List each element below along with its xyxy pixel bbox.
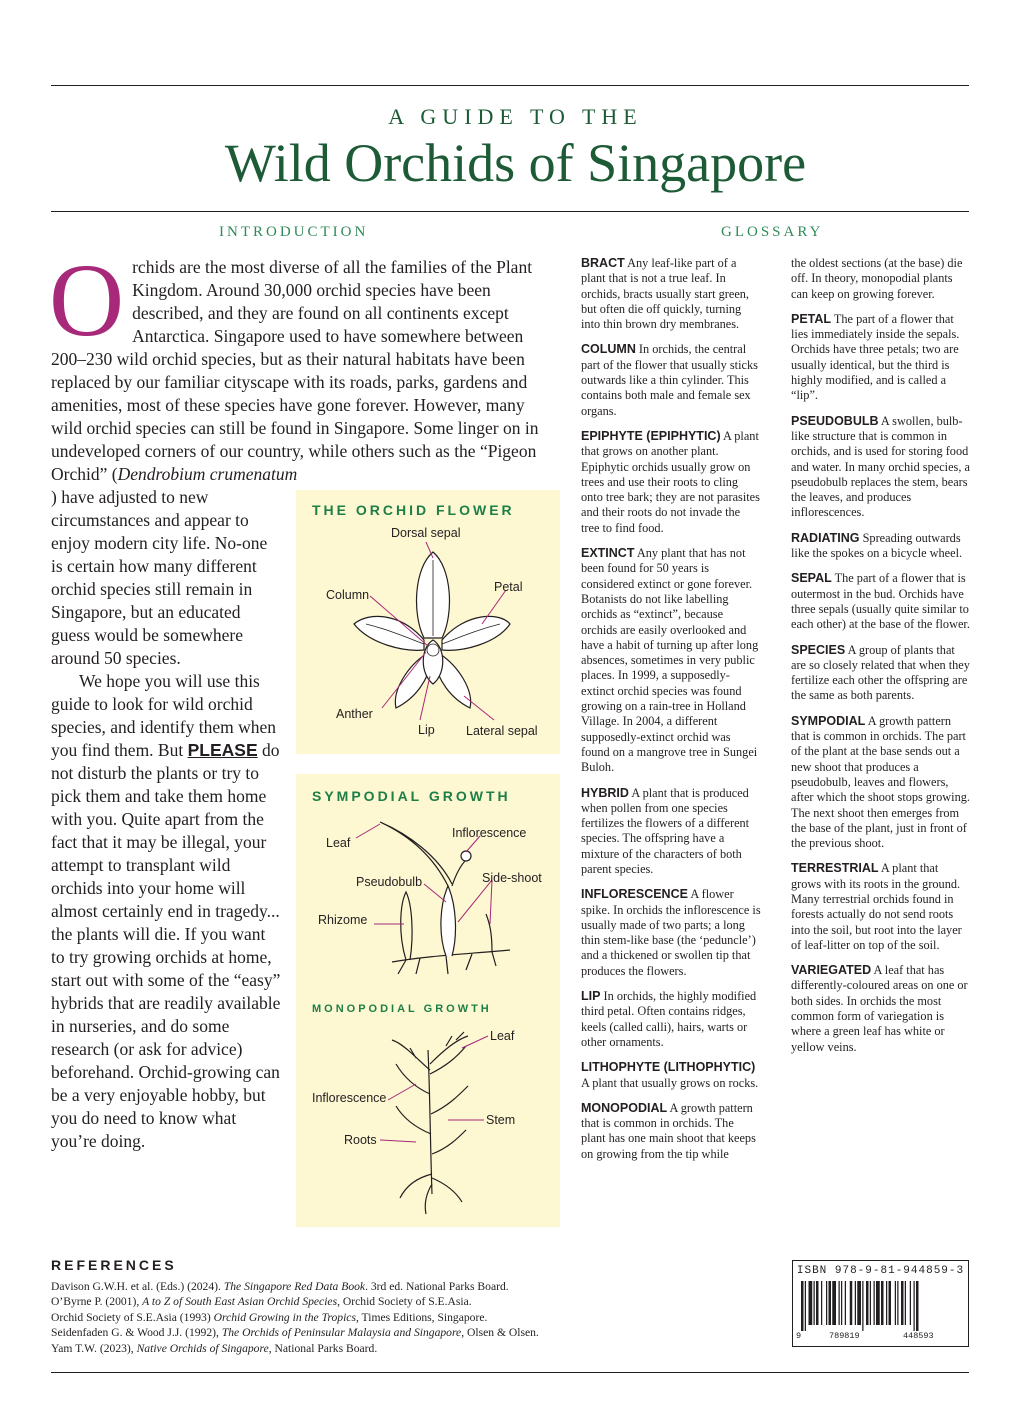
page-title: Wild Orchids of Singapore (224, 133, 807, 193)
barcode-bar (809, 1281, 813, 1325)
barcode-bar (870, 1281, 871, 1325)
label-lip: Lip (418, 723, 435, 737)
introduction-text (49, 243, 556, 486)
barcode-bar (901, 1281, 904, 1325)
glossary-column-2 (791, 256, 971, 1065)
reference-item: O’Byrne P. (2001), A to Z of South East Asian Orchid Species, Orchid Society of S.E.Asia. (51, 1295, 472, 1309)
glossary-entry: COLUMN In orchids, the central part of the flower that usually sticks outwards like a thin cylinder. This contains both male and female sex organs. (581, 342, 758, 418)
sympodial-label-inflorescence: Inflorescence (452, 826, 527, 840)
glossary-entry: MONOPODIAL A growth pattern that is common in orchids. The plant has one main shoot that keeps on growing from the tip while (581, 1100, 756, 1161)
monopodial-label-roots: Roots (344, 1133, 377, 1147)
barcode (801, 1281, 961, 1331)
barcode-bar (829, 1281, 832, 1325)
glossary-continuation: the oldest sections (at the base) die off. In theory, monopodial plants can keep on growing forever. (791, 256, 963, 301)
glossary-entry: HYBRID A plant that is produced when pollen from one species fertilizes the flowers of a different species. The offspring have a mixture of the characters of both parent species. (581, 785, 750, 876)
bottom-rule (51, 1372, 969, 1373)
barcode-bar (910, 1281, 911, 1325)
sympodial-label-side-shoot: Side-shoot (482, 871, 542, 885)
growth-figure (296, 774, 560, 1227)
introduction-heading: INTRODUCTION (219, 224, 369, 240)
glossary-entry: PSEUDOBULB A swollen, bulb-like structure that is common in orchids, and is used for storing food and water. In many orchid species, a pseudobulb replaces the stem, bears the leaves, and produces inflorescences. (791, 413, 970, 520)
monopodial-title: MONOPODIAL GROWTH (312, 1003, 492, 1015)
barcode-bar (814, 1281, 815, 1325)
glossary-term: VARIEGATED (791, 963, 872, 978)
intro-lead: rchids are the most diverse of all the families of the Plant Kingdom. Around 30,000 orchid species have been described, and they are found on all continents except Antarctica. Singapore used to have somewhere between 200–230 wild orchid species, but as their natural habitats have been replaced by our familiar cityscape with its roads, parks, gardens and amenities, most of these species have gone forever. However, many wild orchid species can still be found in Singapore. Some linger on in undeveloped corners of our country, while others such as the “Pigeon Orchid” ( (51, 257, 539, 484)
barcode-bar (876, 1281, 880, 1325)
glossary-heading: GLOSSARY (721, 224, 824, 240)
references-list (51, 1279, 571, 1356)
glossary-term: TERRESTRIAL (791, 861, 879, 876)
label-petal: Petal (494, 580, 523, 594)
title-rule (51, 211, 969, 212)
barcode-bar (816, 1281, 819, 1325)
barcode-bar (874, 1281, 875, 1325)
orchid-flower-figure (296, 490, 560, 754)
barcode-bar (914, 1281, 915, 1331)
barcode-bar (805, 1281, 806, 1331)
barcode-bar (855, 1281, 856, 1325)
inflorescence-shape (452, 860, 466, 886)
sympodial-title: SYMPODIAL GROWTH (312, 788, 511, 804)
label-dorsal-sepal: Dorsal sepal (391, 526, 461, 540)
barcode-bar (821, 1281, 822, 1325)
reference-item: Davison G.W.H. et al. (Eds.) (2024). The Singapore Red Data Book. 3rd ed. National Parks Board. (51, 1280, 509, 1293)
barcode-bar (889, 1281, 892, 1325)
barcode-bar (895, 1281, 896, 1325)
glossary-term: COLUMN (581, 342, 636, 357)
references-heading: REFERENCES (51, 1257, 177, 1273)
intro-p2-start: We hope you will use this guide to look for wild orchid species, and identify them when you find them. But (51, 671, 277, 760)
reference-item: Seidenfaden G. & Wood J.J. (1992), The Orchids of Peninsular Malaysia and Singapore, Olsen & Olsen. (51, 1326, 539, 1340)
isbn-digits-group-2: 448593 (903, 1331, 934, 1341)
barcode-bar (845, 1281, 846, 1325)
reference-item: Yam T.W. (2023), Native Orchids of Singapore, National Parks Board. (51, 1341, 378, 1355)
top-rule (51, 85, 969, 86)
glossary-term: SPECIES (791, 642, 846, 657)
label-anther: Anther (336, 707, 373, 721)
glossary-term: MONOPODIAL (581, 1100, 668, 1115)
monopodial-label-leaf: Leaf (490, 1029, 515, 1043)
barcode-bar (897, 1281, 898, 1325)
glossary-entry: BRACT Any leaf-like part of a plant that is not a true leaf. In orchids, bracts usually start green, but often die off quickly, turning into thin brown dry membranes. (581, 256, 750, 332)
drop-cap: O (49, 243, 125, 358)
stem-shape (428, 1050, 432, 1194)
barcode-bar (866, 1281, 869, 1325)
glossary-term: RADIATING (791, 530, 860, 545)
glossary-entry: RADIATING Spreading outwards like the spokes on a bicycle wheel. (791, 530, 963, 561)
isbn-digits-group-1: 789819 (829, 1331, 860, 1341)
glossary-entry: SYMPODIAL A growth pattern that is common in orchids. The part of the plant at the base sends out a new shoot that produces a pseudobulb, leaves and flowers, after which the shoot stops growing. The next shoot then emerges from the base of the plant, just in front of the previous shoot. (791, 713, 970, 851)
barcode-bar (862, 1281, 863, 1331)
glossary-entry: EPIPHYTE (EPIPHYTIC) A plant that grows on another plant. Epiphytic orchids usually grow on trees and use their roots to cling onto tree bark; they are not parasites and their roots do not invade the tree to find food. (581, 428, 760, 535)
intro-p2-rest: do not disturb the plants or try to pick them and take them home with you. Quite apart from the fact that it may be illegal, your attempt to transplant wild orchids into your home will almost certainly end in tragedy... the plants will die. If you want to try growing orchids at home, start out with some of the “easy” hybrids that are readily available in nurseries, and do some research (or ask for advice) beforehand. Orchid-growing can be a very enjoyable hobby, but you do need to know what you’re doing. (51, 740, 281, 1151)
side-shoot-shape (486, 914, 492, 952)
barcode-bar (839, 1281, 840, 1325)
glossary-term: SEPAL (791, 571, 832, 586)
barcode-bar (841, 1281, 842, 1325)
glossary-term: EXTINCT (581, 546, 635, 561)
glossary-term: HYBRID (581, 785, 629, 800)
orchid-flower-title: THE ORCHID FLOWER (312, 502, 515, 518)
monopodial-label-inflorescence: Inflorescence (312, 1091, 387, 1105)
barcode-bar (826, 1281, 827, 1325)
isbn-digit-first: 9 (796, 1331, 802, 1341)
glossary-entry: VARIEGATED A leaf that has differently-coloured areas on one or both sides. In orchids the most common form of variegation is where a green leaf has white or yellow veins. (791, 963, 968, 1054)
intro-p1-rest: ) have adjusted to new circumstances and appear to enjoy modern city life. No-one is certain how many different orchid species still remain in Singapore, but an educated guess would be somewhere around 50 species. (51, 487, 268, 668)
isbn-barcode-box (792, 1260, 969, 1347)
sympodial-label-pseudobulb: Pseudobulb (356, 875, 423, 889)
barcode-bar (905, 1281, 906, 1325)
glossary-column-1 (581, 256, 761, 1172)
sympodial-label-rhizome: Rhizome (318, 913, 368, 927)
glossary-term: PSEUDOBULB (791, 413, 879, 428)
glossary-term: PETAL (791, 311, 832, 326)
right-petal-shape (442, 616, 510, 650)
barcode-bar (916, 1281, 919, 1331)
barcode-bar (801, 1281, 804, 1331)
isbn-label: ISBN 978-9-81-944859-3 (796, 1265, 965, 1277)
glossary-entry: SPECIES A group of plants that are so closely related that when they fertilize each other the offspring are the same as both parents. (791, 642, 970, 703)
barcode-bar (832, 1281, 836, 1325)
reference-item: Orchid Society of S.E.Asia (1993) Orchid Growing in the Tropics, Times Editions, Singapore. (51, 1310, 488, 1324)
glossary-entry: LIP In orchids, the highly modified third petal. Often contains ridges, keels (called calli), hairs, warts or other ornaments. (581, 989, 757, 1049)
glossary-entry: SEPAL The part of a flower that is outermost in the bud. Orchids have three sepals (usually quite similar to each other) at the base of the flower. (791, 571, 970, 632)
sympodial-label-leaf: Leaf (326, 836, 351, 850)
glossary-term: LIP (581, 989, 601, 1004)
glossary-entry: TERRESTRIAL A plant that grows with its roots in the ground. Many terrestrial orchids found in forests actually do not send roots into the soil, but root into the layer of leaf-litter on top of the soil. (791, 861, 962, 952)
glossary-term: SYMPODIAL (791, 713, 866, 728)
glossary-term: BRACT (581, 256, 625, 270)
glossary-entry: INFLORESCENCE A flower spike. In orchids the inflorescence is usually made of two parts; a long thin stem-like base (the ‘peduncle’) and a thickened or swollen tip that produces the flowers. (581, 887, 761, 978)
label-column: Column (326, 588, 370, 602)
supertitle: A GUIDE TO THE (388, 104, 643, 129)
barcode-bar (850, 1281, 853, 1325)
glossary-term: LITHOPHYTE (LITHOPHYTIC) (581, 1060, 756, 1075)
glossary-entry: LITHOPHYTE (LITHOPHYTIC) A plant that usually grows on rocks. (581, 1060, 759, 1090)
old-pseudobulb-shape (401, 892, 412, 960)
please-emphasis: PLEASE (187, 740, 258, 760)
glossary-entry: EXTINCT Any plant that has not been found for 50 years is considered extinct or gone forever. Botanists do not like labelling orchids as “extinct”, because orchids are easily overlooked and have a habit of turning up after long absences, sometimes in very public places. In 1999, a supposedly-extinct orchid species was found growing on a rain-tree in Holland Village. In 2004, a different supposedly-extinct orchid was found on a mangrove tree in Sungei Buloh. (581, 546, 759, 775)
monopodial-label-stem: Stem (486, 1113, 516, 1127)
label-lateral-sepal: Lateral sepal (466, 724, 538, 738)
barcode-bar (857, 1281, 861, 1325)
intro-lead-species: Dendrobium crumenatum (117, 464, 298, 484)
pseudobulb-shape (441, 886, 456, 956)
barcode-bar (886, 1281, 887, 1325)
glossary-entry: PETAL The part of a flower that lies immediately inside the sepals. Orchids have three petals; two are usually identical, but the third is highly modified, and is called a “lip”. (791, 311, 960, 403)
barcode-bar (881, 1281, 884, 1325)
glossary-term: EPIPHYTE (EPIPHYTIC) (581, 428, 721, 443)
glossary-term: INFLORESCENCE (581, 887, 688, 902)
